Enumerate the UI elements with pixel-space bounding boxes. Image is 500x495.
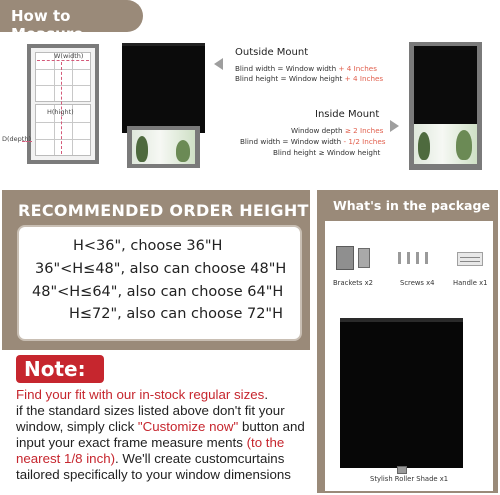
inside-mount-title: Inside Mount <box>315 109 380 120</box>
shade-label: Stylish Roller Shade x1 <box>370 475 449 483</box>
handle-label: Handle x1 <box>453 279 488 287</box>
depth-measure-line <box>22 141 32 142</box>
recommended-line: H<36", choose 36"H <box>73 238 223 254</box>
note-highlight: Find your fit with our in-stock regular sizes <box>16 387 265 402</box>
outside-width-rule: Blind width = Window width + 4 Inches <box>235 64 377 73</box>
inside-mount-window <box>409 42 482 170</box>
bracket-icon <box>336 246 354 270</box>
package-title: What's in the package <box>333 198 490 213</box>
inside-width-rule: Blind width = Window width - 1/2 Inches <box>240 137 386 146</box>
roller-shade-illustration <box>340 318 463 468</box>
height-label: H(hight) <box>47 108 74 116</box>
nearest-eighth-text: (to the nearest 1/8 inch) <box>16 435 285 466</box>
outside-height-rule: Blind height = Window height + 4 Inches <box>235 74 384 83</box>
handle-icon <box>457 252 483 266</box>
outside-mount-window <box>127 126 200 168</box>
width-label: W(width) <box>54 52 84 60</box>
how-to-measure-title: How to Measure <box>11 7 84 43</box>
width-measure-line <box>37 60 89 61</box>
brackets-label: Brackets x2 <box>333 279 373 287</box>
customize-now-text: "Customize now" <box>137 419 239 434</box>
recommended-line: 48"<H≤64", also can choose 64"H <box>32 284 284 300</box>
arrow-right-icon <box>390 120 399 132</box>
note-badge-label: Note: <box>24 357 86 381</box>
inside-mount-shade <box>414 46 477 124</box>
pull-tab-icon <box>397 466 407 474</box>
inside-height-rule: Blind height ≥ Window height <box>273 148 381 157</box>
arrow-left-icon <box>214 58 223 70</box>
recommended-title: RECOMMENDED ORDER HEIGHT <box>18 201 309 220</box>
screws-icon <box>398 252 432 264</box>
inside-depth-rule: Window depth ≥ 2 Inches <box>291 126 384 135</box>
bracket-icon <box>358 248 370 268</box>
recommended-line: 36"<H≤48", also can choose 48"H <box>35 261 287 277</box>
note-text: Find your fit with our in-stock regular sizes. if the standard sizes listed above don't fit your window, simply click "Customize now" button and input your exact frame measure ments (to the nearest 1/8 inch). We'll create customcurtains tailored specifically to your window dimensions <box>16 387 305 482</box>
depth-label: D(depth) <box>2 135 31 143</box>
how-to-measure-tab <box>0 0 143 43</box>
recommended-line: H≤72", also can choose 72"H <box>69 306 284 322</box>
outside-mount-shade <box>122 43 205 133</box>
window-diagram <box>27 44 99 164</box>
note-badge <box>16 355 104 383</box>
screws-label: Screws x4 <box>400 279 435 287</box>
outside-mount-title: Outside Mount <box>235 47 309 58</box>
